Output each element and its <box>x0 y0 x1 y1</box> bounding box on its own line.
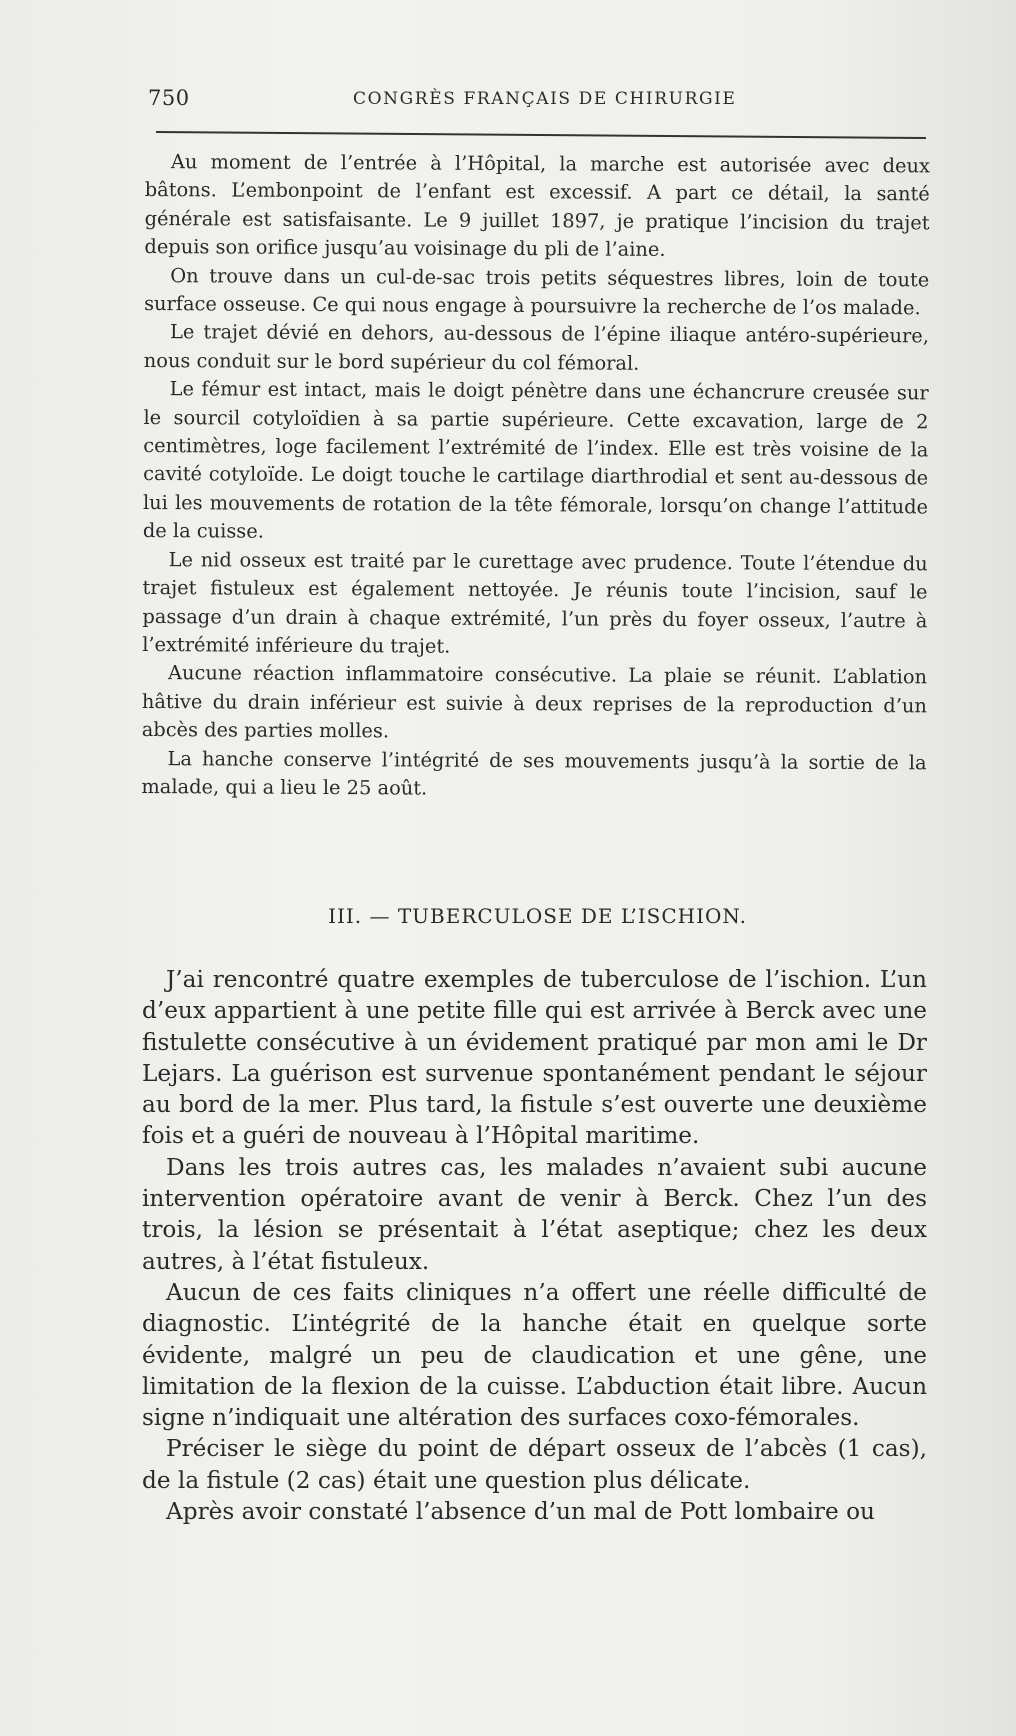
case-paragraph: Le fémur est intact, mais le doigt pénètre dans une échancrure creusée sur le sourcil cotyloïdien à sa partie supérieure. Cette excavation, large de 2 centimètres, loge facilement l’extrémité de l’index. Elle est très voisine de la cavité cotyloïde. Le doigt touche le cartilage diarthrodial et sent au-dessous de lui les mouvements de rotation de la tête fémorale, lorsqu’on change l’attitude de la cuisse. <box>142 377 929 543</box>
case-paragraph: Le nid osseux est traité par le curettage avec prudence. Toute l’étendue du trajet fistuleux est également nettoyée. Je réunis toute l’incision, sauf le passage d’un drain à chaque extrémité, l’un près du foyer osseux, l’autre à l’extrémité inférieure du trajet. <box>142 547 928 658</box>
case-paragraph: Le trajet dévié en dehors, au-dessous de l’épine iliaque antéro-supérieure, nous conduit sur le bord supérieur du col fémoral. <box>143 320 930 375</box>
page-header <box>148 86 918 116</box>
main-text <box>142 964 927 1527</box>
paragraph: Après avoir constaté l’absence d’un mal de Pott lombaire ou <box>166 1498 875 1526</box>
running-title: CONGRÈS FRANÇAIS DE CHIRURGIE <box>353 89 737 109</box>
case-paragraph: La hanche conserve l’intégrité de ses mouvements jusqu’à la sortie de la malade, qui a lieu le 25 août. <box>141 746 927 800</box>
paragraph: Préciser le siège du point de départ osseux de l’abcès (1 cas), de la fistule (2 cas) était une question plus délicate. <box>142 1435 927 1494</box>
page-number: 750 <box>148 86 190 110</box>
paragraph: Dans les trois autres cas, les malades n’avaient subi aucune intervention opératoire avant de venir à Berck. Chez l’un des trois, la lésion se présentait à l’état aseptique; chez les deux autres, à l’état fistuleux. <box>142 1153 927 1275</box>
paragraph: J’ai rencontré quatre exemples de tuberculose de l’ischion. L’un d’eux appartient à une petite fille qui est arrivée à Berck avec une fistulette consécutive à un évidement pratiqué par mon ami le Dr Lejars. La guérison est survenue spontanément pendant le séjour au bord de la mer. Plus tard, la fistule s’est ouverte une deuxième fois et a guéri de nouveau à l’Hôpital maritime. <box>142 966 927 1150</box>
case-paragraph: On trouve dans un cul-de-sac trois petits séquestres libres, loin de toute surface osseuse. Ce qui nous engage à poursuivre la recherche de l’os malade. <box>144 263 930 320</box>
case-report-text <box>141 148 930 806</box>
case-paragraph: Au moment de l’entrée à l’Hôpital, la marche est autorisée avec deux bâtons. L’embonpoint de l’enfant est excessif. A part ce détail, la santé générale est satisfaisante. Le 9 juillet 1897, je pratique l’incision du trajet depuis son orifice jusqu’au voisinage du pli de l’aine. <box>144 150 930 262</box>
paragraph: Aucun de ces faits cliniques n’a offert une réelle difficulté de diagnostic. L’intégrité de la hanche était en quelque sorte évidente, malgré un peu de claudication et une gêne, une limitation de la flexion de la cuisse. L’abduction était libre. Aucun signe n’indiquait une altération des surfaces coxo-fémorales. <box>142 1278 927 1432</box>
case-paragraph: Aucune réaction inflammatoire consécutive. La plaie se réunit. L’ablation hâtive du drain inférieur est suivie à deux reprises de la reproduction d’un abcès des parties molles. <box>141 661 928 743</box>
header-rule <box>156 131 926 139</box>
section-heading: III. — TUBERCULOSE DE L’ISCHION. <box>328 904 747 928</box>
